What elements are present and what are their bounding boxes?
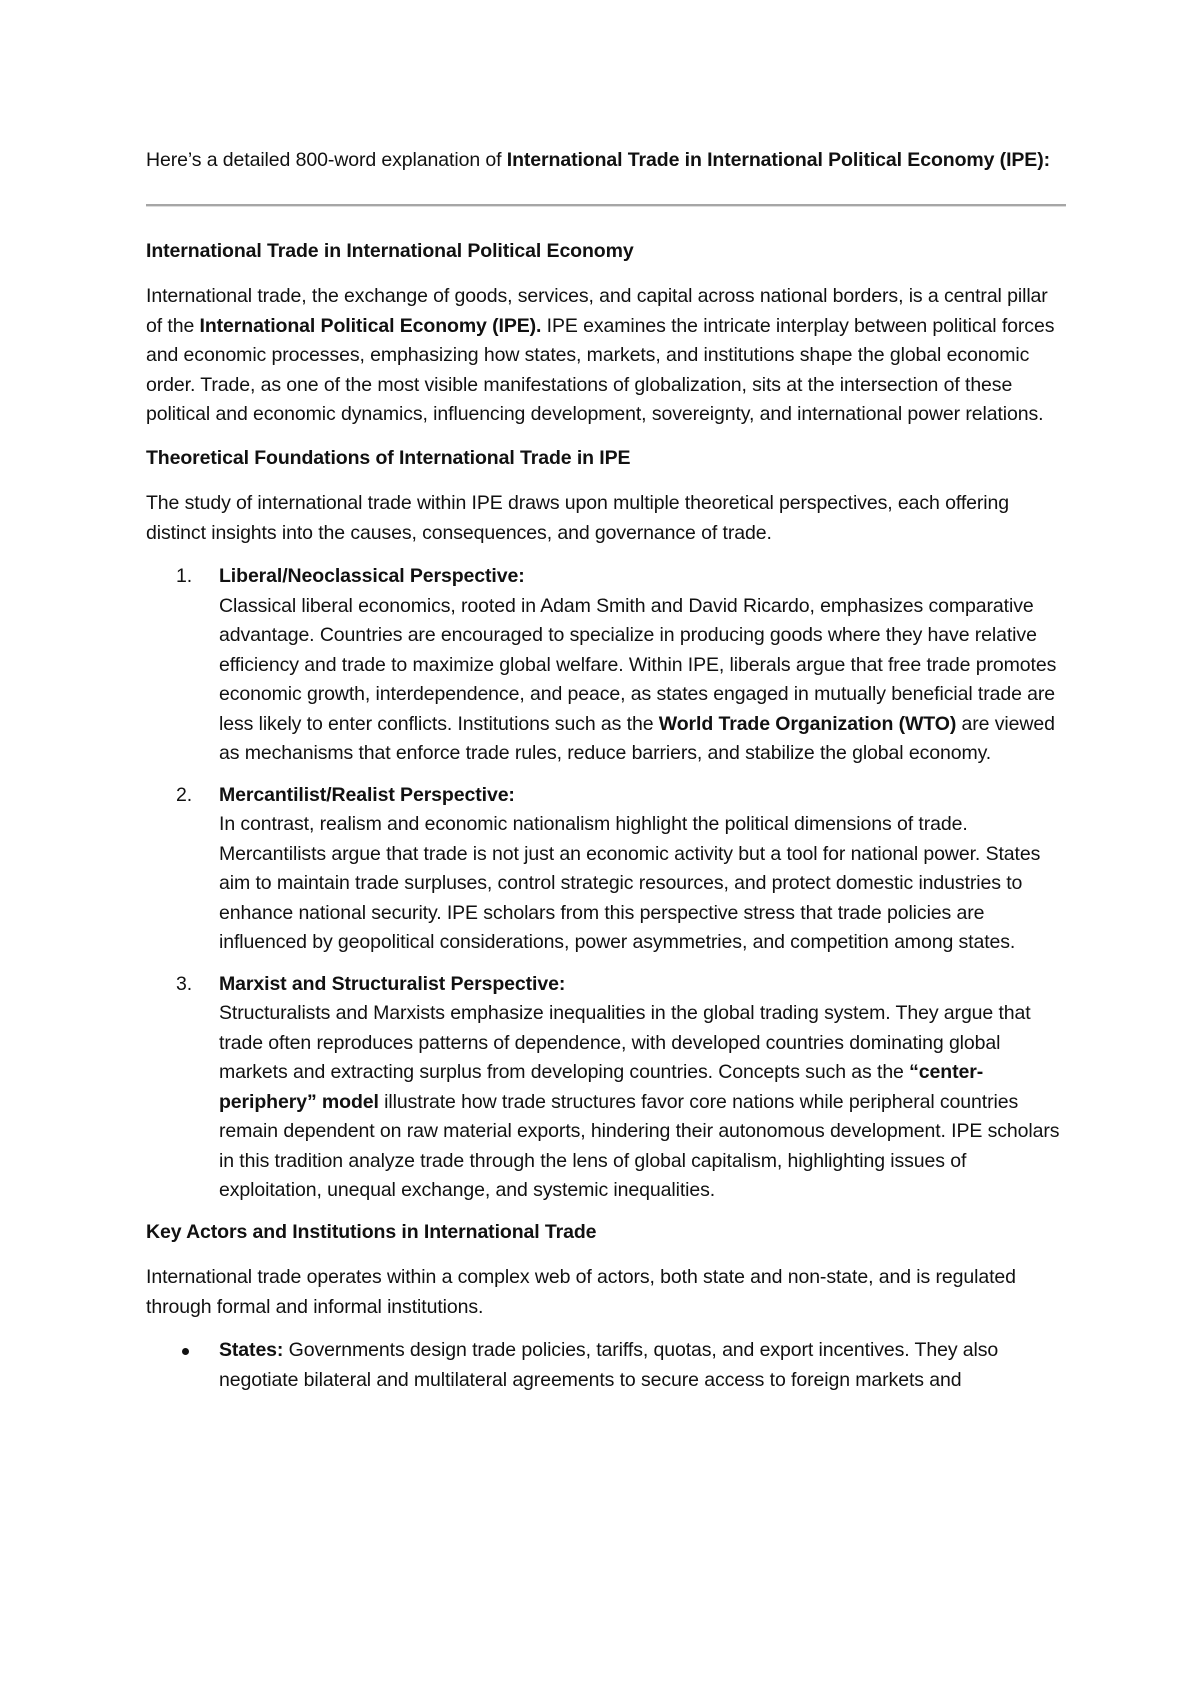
perspective-title: Marxist and Structuralist Perspective: [219,972,566,995]
overview-text-2: IPE examines the intricate interplay between political forces and economic processes, emphasizing how states, markets, and institutions shape the global economic order. Trade, as one of the most visible manifestations of globalization, sits at the intersection of these political and economic dynamics, influencing development, sovereignty, and international power relations. [146,314,1055,425]
overview-paragraph [146,282,1066,430]
overview-text-1: International trade, the exchange of goods, services, and capital across national borders, is a central pillar of the [146,285,1048,337]
list-number: 2. [176,783,193,806]
intro-bold-topic: International Trade in International Political Economy (IPE): [506,149,1050,171]
perspective-title: Mercantilist/Realist Perspective: [219,783,515,806]
perspectives-list [146,562,1066,1206]
actor-label: States: [219,1339,284,1361]
overview-bold-ipe: International Political Economy (IPE). [199,314,542,337]
list-item [146,970,1066,1206]
actors-intro-paragraph: International trade operates within a complex web of actors, both state and non-state, and is regulated through formal and informal institutions. [146,1266,1016,1318]
intro-text: Here’s a detailed 800-word explanation of [146,149,507,171]
perspective-text-2: are viewed as mechanisms that enforce trade rules, reduce barriers, and stabilize the global economy. [219,712,1055,764]
list-item [146,1336,1066,1395]
section-title: International Trade in International Political Economy [146,239,634,262]
perspective-bold-term: “center-periphery” model [219,1061,984,1113]
actor-text: Governments design trade policies, tariffs, quotas, and export incentives. They also negotiate bilateral and multilateral agreements to secure access to foreign markets and [219,1339,999,1391]
list-item [146,562,1066,769]
theory-heading: Theoretical Foundations of International Trade in IPE [146,446,631,469]
document-page [146,146,1066,1395]
perspective-text-1: Classical liberal economics, rooted in Adam Smith and David Ricardo, emphasizes comparative advantage. Countries are encouraged to specialize in producing goods where they have relative efficiency and trade to maximize global welfare. Within IPE, liberals argue that free trade promotes economic growth, interdependence, and peace, as states engaged in mutually beneficial trade are less likely to enter conflicts. Institutions such as the [219,594,1057,735]
theory-intro-paragraph: The study of international trade within IPE draws upon multiple theoretical perspectives, each offering distinct insights into the causes, consequences, and governance of trade. [146,492,1009,544]
perspective-text-1: In contrast, realism and economic nationalism highlight the political dimensions of trade. Mercantilists argue that trade is not just an economic activity but a tool for national power. States aim to maintain trade surpluses, control strategic resources, and protect domestic industries to enhance national security. IPE scholars from this perspective stress that trade policies are influenced by geopolitical considerations, power asymmetries, and competition among states. [219,813,1041,953]
actors-heading: Key Actors and Institutions in International Trade [146,1220,597,1243]
list-number: 3. [176,972,193,995]
actors-list [146,1336,1066,1395]
perspective-bold-term: World Trade Organization (WTO) [658,712,957,735]
perspective-title: Liberal/Neoclassical Perspective: [219,565,525,587]
list-number: 1. [176,565,193,587]
horizontal-rule [146,204,1066,207]
perspective-text-1: Structuralists and Marxists emphasize inequalities in the global trading system. They argue that trade often reproduces patterns of dependence, with developed countries dominating global markets and extracting surplus from developing countries. Concepts such as the [219,1002,1031,1083]
perspective-text-2: illustrate how trade structures favor core nations while peripheral countries remain dependent on raw material exports, hindering their autonomous development. IPE scholars in this tradition analyze trade through the lens of global capitalism, highlighting issues of exploitation, unequal exchange, and systemic inequalities. [219,1090,1060,1201]
intro-paragraph [146,146,1066,176]
list-item [146,781,1066,958]
bullet-icon [182,1348,189,1355]
